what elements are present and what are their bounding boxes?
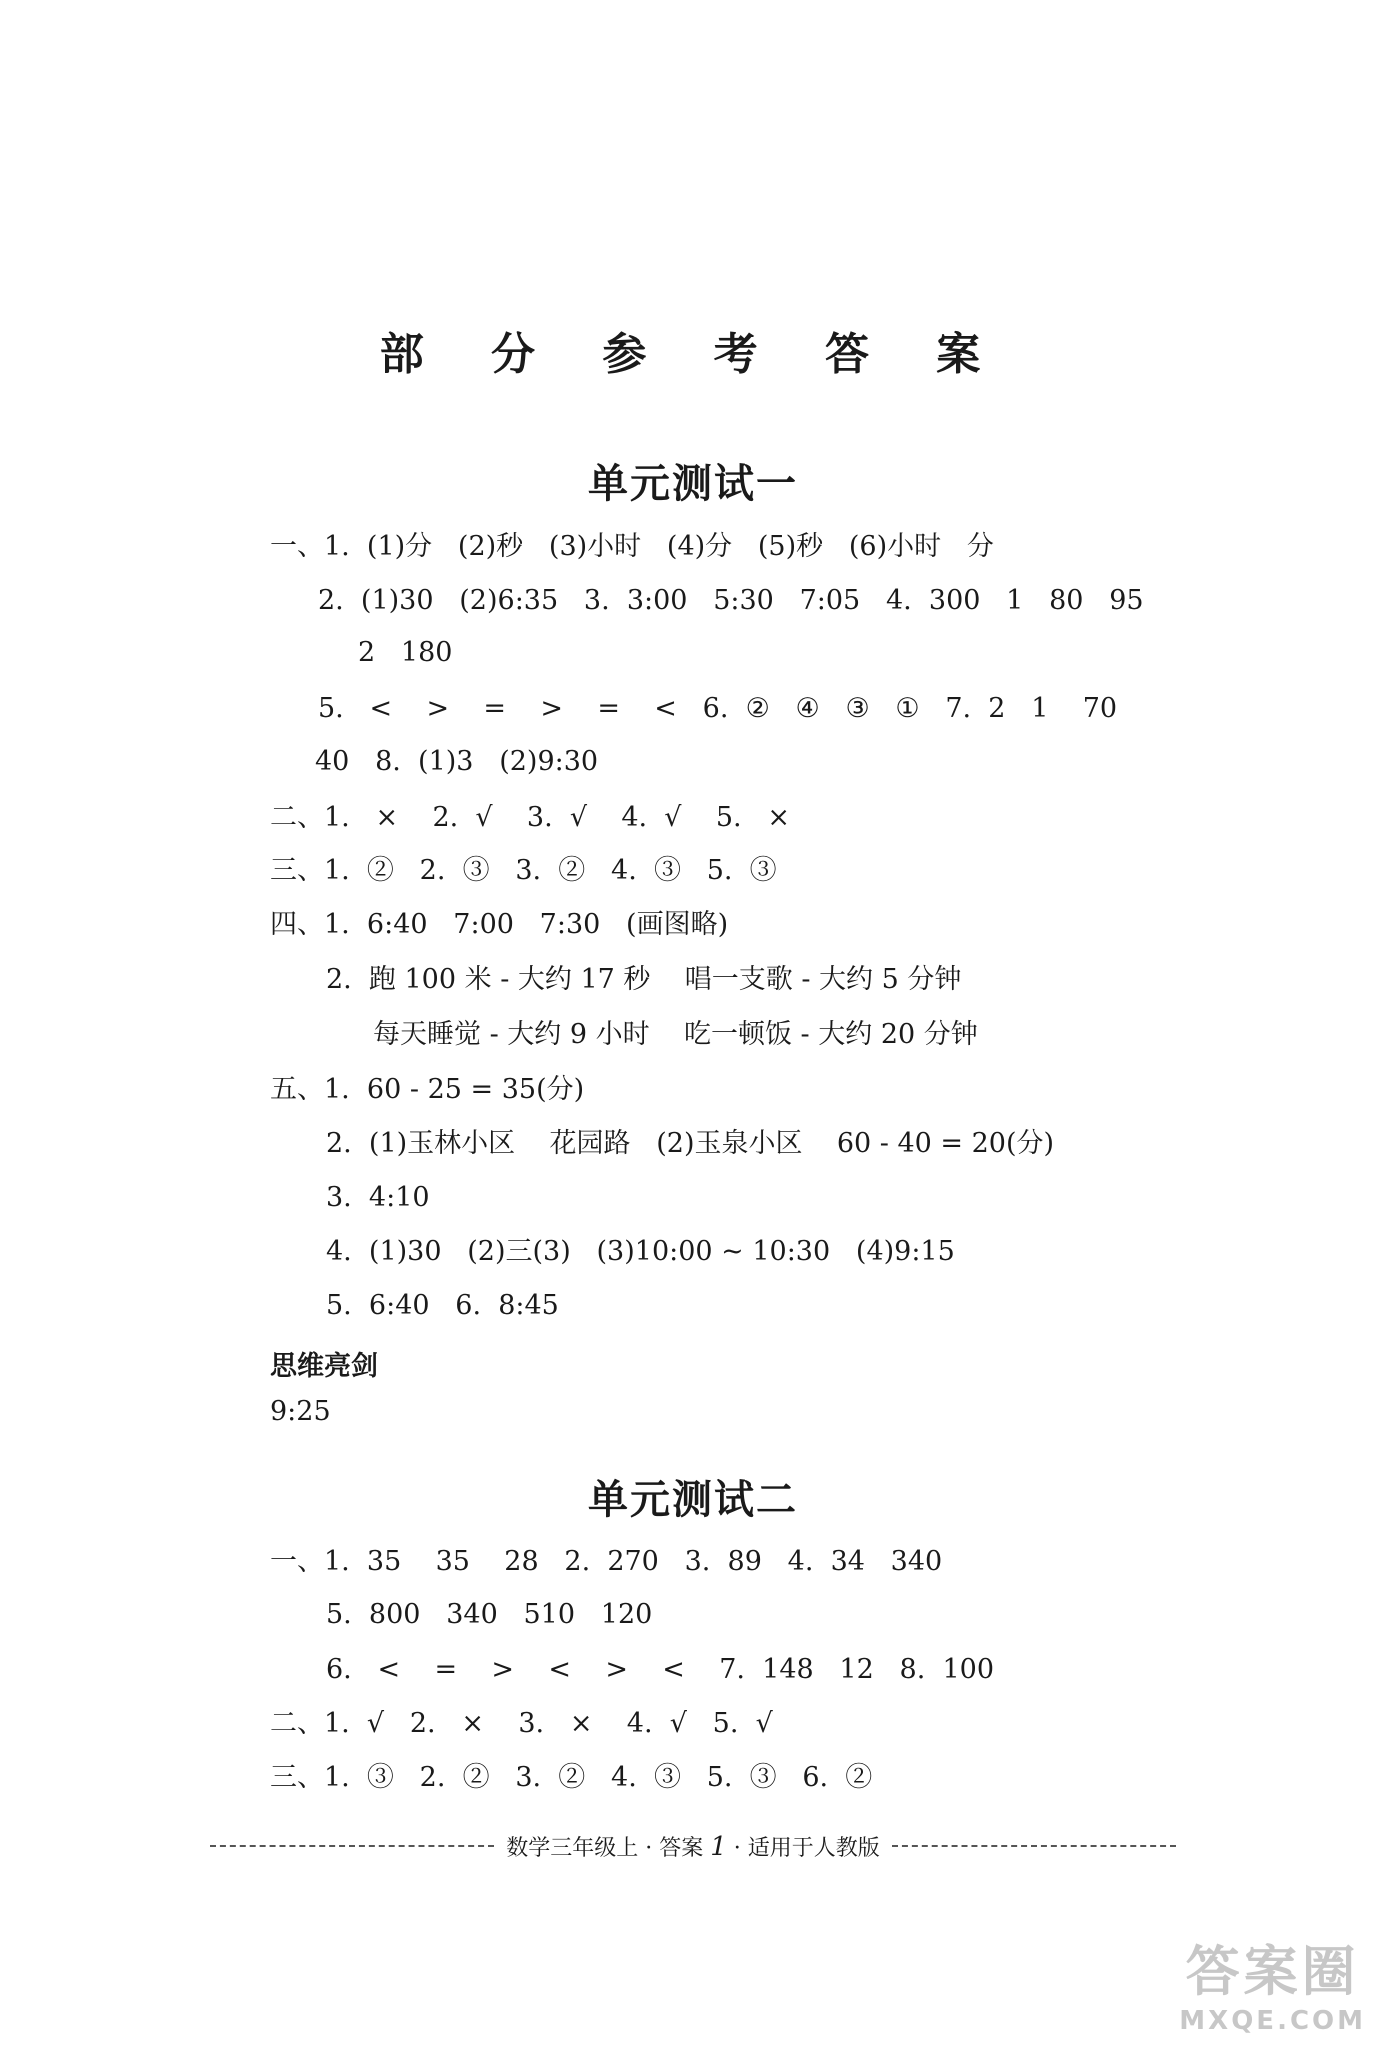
watermark-site: MXQE.COM bbox=[1179, 2006, 1366, 2036]
answer-line: 2 180 bbox=[358, 637, 453, 668]
answer-line: 5. 800 340 510 120 bbox=[326, 1599, 653, 1630]
footer-divider-right bbox=[892, 1845, 1176, 1847]
answer-line: 5. < > = > = < 6. ② ④ ③ ① 7. 2 1 70 bbox=[318, 693, 1118, 724]
answer-line: 6. < = > < > < 7. 148 12 8. 100 bbox=[326, 1654, 994, 1685]
answer-line: 五、1. 60 - 25 = 35(分) bbox=[270, 1074, 585, 1105]
watermark-logo bbox=[1179, 1929, 1366, 2036]
footer-edition: · 适用于人教版 bbox=[733, 1835, 880, 1861]
answer-line: 二、1. √ 2. × 3. × 4. √ 5. √ bbox=[270, 1708, 773, 1739]
answer-line: 每天睡觉 - 大约 9 小时 吃一顿饭 - 大约 20 分钟 bbox=[373, 1019, 978, 1050]
answer-line: 四、1. 6:40 7:00 7:30 (画图略) bbox=[270, 909, 729, 940]
page-number: 1 bbox=[710, 1831, 727, 1862]
answer-line: 三、1. ③ 2. ② 3. ② 4. ③ 5. ③ 6. ② bbox=[270, 1762, 873, 1793]
answer-line: 3. 4:10 bbox=[326, 1182, 430, 1213]
footer-divider-left bbox=[210, 1845, 494, 1847]
unit2-title: 单元测试二 bbox=[588, 1476, 798, 1523]
answer-line: 2. (1)玉林小区 花园路 (2)玉泉小区 60 - 40 = 20(分) bbox=[326, 1128, 1055, 1159]
page-footer bbox=[210, 1826, 1176, 1866]
thinking-title: 思维亮剑 bbox=[270, 1351, 378, 1382]
answer-line: 2. 跑 100 米 - 大约 17 秒 唱一支歌 - 大约 5 分钟 bbox=[326, 964, 962, 995]
page-title: 部 分 参 考 答 案 bbox=[379, 329, 1007, 380]
answer-line: 2. (1)30 (2)6:35 3. 3:00 5:30 7:05 4. 300 1 80 95 bbox=[318, 585, 1144, 616]
answer-line: 一、1. 35 35 28 2. 270 3. 89 4. 34 340 bbox=[270, 1546, 943, 1577]
footer-label bbox=[494, 1831, 892, 1862]
thinking-answer: 9:25 bbox=[270, 1396, 331, 1427]
answer-line: 二、1. × 2. √ 3. √ 4. √ 5. × bbox=[270, 802, 790, 833]
watermark-main: 答案圈 bbox=[1185, 1940, 1360, 2003]
answer-line: 三、1. ② 2. ③ 3. ② 4. ③ 5. ③ bbox=[270, 855, 777, 886]
answer-line: 40 8. (1)3 (2)9:30 bbox=[315, 746, 599, 777]
answer-line: 5. 6:40 6. 8:45 bbox=[326, 1290, 559, 1321]
footer-subject: 数学三年级上 · 答案 bbox=[506, 1835, 704, 1861]
unit1-title: 单元测试一 bbox=[588, 460, 798, 507]
answer-line: 4. (1)30 (2)三(3) (3)10:00 ~ 10:30 (4)9:15 bbox=[326, 1236, 955, 1267]
answer-line: 一、1. (1)分 (2)秒 (3)小时 (4)分 (5)秒 (6)小时 分 bbox=[270, 531, 994, 562]
